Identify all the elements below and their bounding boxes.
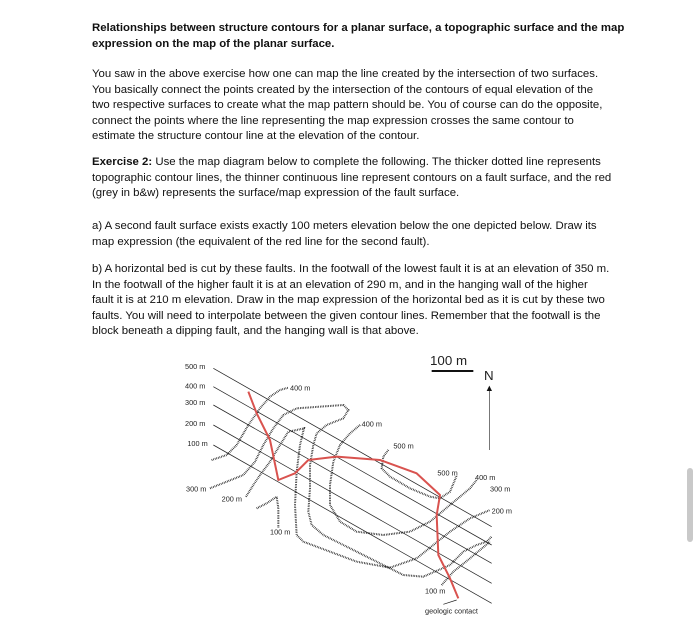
- text-line: topographic contour lines, the thinner continuous line represent contours on a fault surface, and the red: [92, 171, 612, 184]
- text-line: two respective surfaces to create what the map pattern should be. You of course can do the opposite,: [92, 99, 603, 112]
- topo-label: 400 m: [361, 419, 383, 429]
- geologic-map-diagram: [170, 345, 520, 615]
- text-line: map expression (the equivalent of the red line for the second fault).: [92, 235, 430, 248]
- topo-contour-100-left: [257, 497, 279, 529]
- text-line: a) A second fault surface exists exactly 100 meters elevation below the one depicted below. Draw its: [92, 220, 597, 232]
- text-line: fault it is at 210 m elevation. Draw in the map expression of the horizontal bed as it is cut by these two: [92, 294, 605, 307]
- part-a-paragraph: [92, 219, 597, 250]
- topo-label: 500 m: [393, 441, 414, 451]
- topo-label: 200 m: [221, 494, 243, 504]
- topographic-contours: [210, 388, 492, 585]
- topo-label: 400 m: [475, 473, 496, 482]
- topo-label: 500 m: [437, 468, 458, 478]
- text-line: faults. You will need to interpolate between the given contour lines. Remember that the footwall is the: [92, 309, 601, 322]
- topo-contour-200: [246, 428, 490, 567]
- intro-paragraph: [92, 67, 602, 145]
- fault-contour-label: 300 m: [185, 398, 206, 407]
- text-line: (grey in b&w) represents the surface/map expression of the fault surface.: [92, 187, 460, 200]
- topo-contour-300: [210, 405, 492, 577]
- topo-label: 400 m: [290, 383, 311, 393]
- text-line: You basically connect the points created by the intersection of the contours of equal elevation of the: [92, 83, 594, 96]
- topo-label: 300 m: [490, 484, 511, 494]
- topo-label: 300 m: [186, 484, 207, 494]
- title-line: Relationships between structure contours for a planar surface, a topographic surface and the map: [92, 22, 625, 34]
- text-line: In the footwall of the higher fault it is at an elevation of 290 m, and in the hanging wall of the higher: [92, 278, 588, 291]
- scrollbar[interactable]: [687, 468, 693, 542]
- text-line: block beneath a dipping fault, and the hanging wall is that above.: [92, 325, 419, 338]
- north-arrow-icon: [487, 386, 492, 391]
- text-line: connect the points where the line representing the map expression crosses the same contour to: [92, 114, 574, 127]
- fault-contour-200: [213, 425, 491, 583]
- part-b-paragraph: [92, 262, 609, 340]
- topo-label: 100 m: [270, 527, 291, 537]
- page-title: [92, 21, 624, 52]
- fault-contours: [213, 368, 491, 603]
- geologic-contact-label: geologic contact: [425, 606, 478, 615]
- fault-contour-500: [213, 368, 491, 526]
- text-line: b) A horizontal bed is cut by these faults. In the footwall of the lowest fault it is at an elevation of 350 m.: [92, 263, 610, 275]
- text-line: You saw in the above exercise how one can map the line created by the intersection of two surfaces.: [92, 68, 599, 80]
- text-line: Use the map diagram below to complete the following. The thicker dotted line represents: [152, 156, 601, 168]
- fault-contour-label: 100 m: [187, 439, 208, 448]
- fault-map-expression: [248, 392, 458, 599]
- contact-pointer: [443, 600, 456, 604]
- fault-contour-label: 400 m: [185, 381, 206, 391]
- title-line: expression on the map of the planar surface.: [92, 37, 335, 50]
- text-line: estimate the structure contour line at the elevation of the contour.: [92, 130, 420, 143]
- fault-contour-label: 500 m: [185, 362, 206, 371]
- fault-contour-label: 200 m: [185, 419, 206, 428]
- exercise-paragraph: [92, 155, 611, 202]
- scale-label: 100 m: [430, 353, 468, 368]
- north-label: N: [484, 368, 494, 383]
- topo-label: 200 m: [491, 506, 513, 516]
- exercise-label: Exercise 2:: [92, 156, 153, 168]
- topo-label: 100 m: [425, 586, 446, 596]
